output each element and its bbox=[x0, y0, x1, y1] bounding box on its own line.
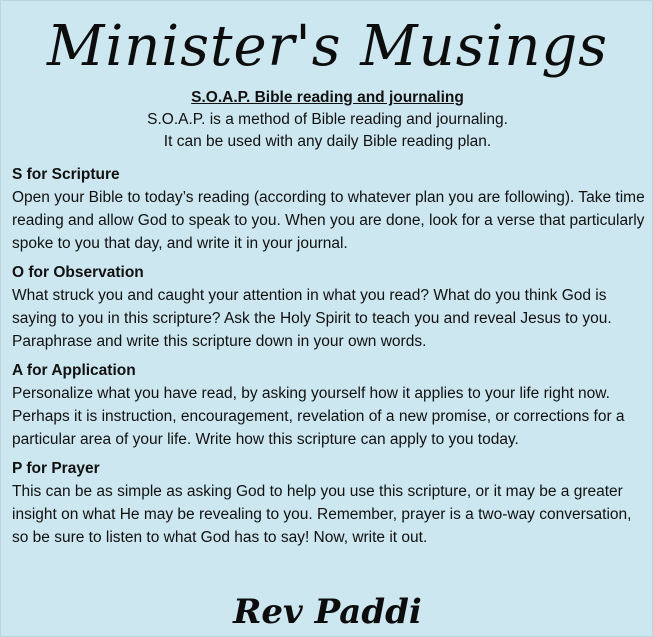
intro-block bbox=[1, 87, 653, 153]
intro-line-1: S.O.A.P. is a method of Bible reading and journaling. bbox=[147, 111, 508, 128]
signature: Rev Paddi bbox=[233, 592, 422, 632]
section-heading: O for Observation bbox=[12, 264, 144, 281]
section-body: Personalize what you have read, by asking yourself how it applies to your life right now. Perhaps it is instruction, encouragement, revelation of a new promise, or corrections for a particular area of your life. Write how this scripture can apply to you today. bbox=[12, 385, 625, 448]
intro-line-2: It can be used with any daily Bible reading plan. bbox=[163, 133, 492, 150]
section-heading: A for Application bbox=[12, 362, 136, 379]
section-prayer bbox=[12, 458, 648, 549]
section-body: What struck you and caught your attention in what you read? What do you think God is saying to you in this scripture? Ask the Holy Spirit to teach you and reveal Jesus to you. Paraphrase and write this scripture down in your own words. bbox=[12, 287, 612, 350]
section-scripture bbox=[12, 164, 648, 255]
section-heading: S for Scripture bbox=[12, 166, 120, 183]
section-body: Open your Bible to today’s reading (according to whatever plan you are following). Take time reading and allow God to speak to you. When you are done, look for a verse that particularly spoke to you that day, and write it in your journal. bbox=[12, 189, 645, 252]
masthead-title: Minister's Musings bbox=[46, 14, 609, 79]
soap-sections bbox=[12, 164, 648, 556]
intro-subtitle: S.O.A.P. Bible reading and journaling bbox=[191, 89, 464, 106]
section-heading: P for Prayer bbox=[12, 460, 100, 477]
section-application bbox=[12, 360, 648, 451]
section-observation bbox=[12, 262, 648, 353]
section-body: This can be as simple as asking God to help you use this scripture, or it may be a greater insight on what He may be revealing to you. Remember, prayer is a two-way conversation, so be sure to listen to what God has to say! Now, write it out. bbox=[12, 483, 632, 546]
